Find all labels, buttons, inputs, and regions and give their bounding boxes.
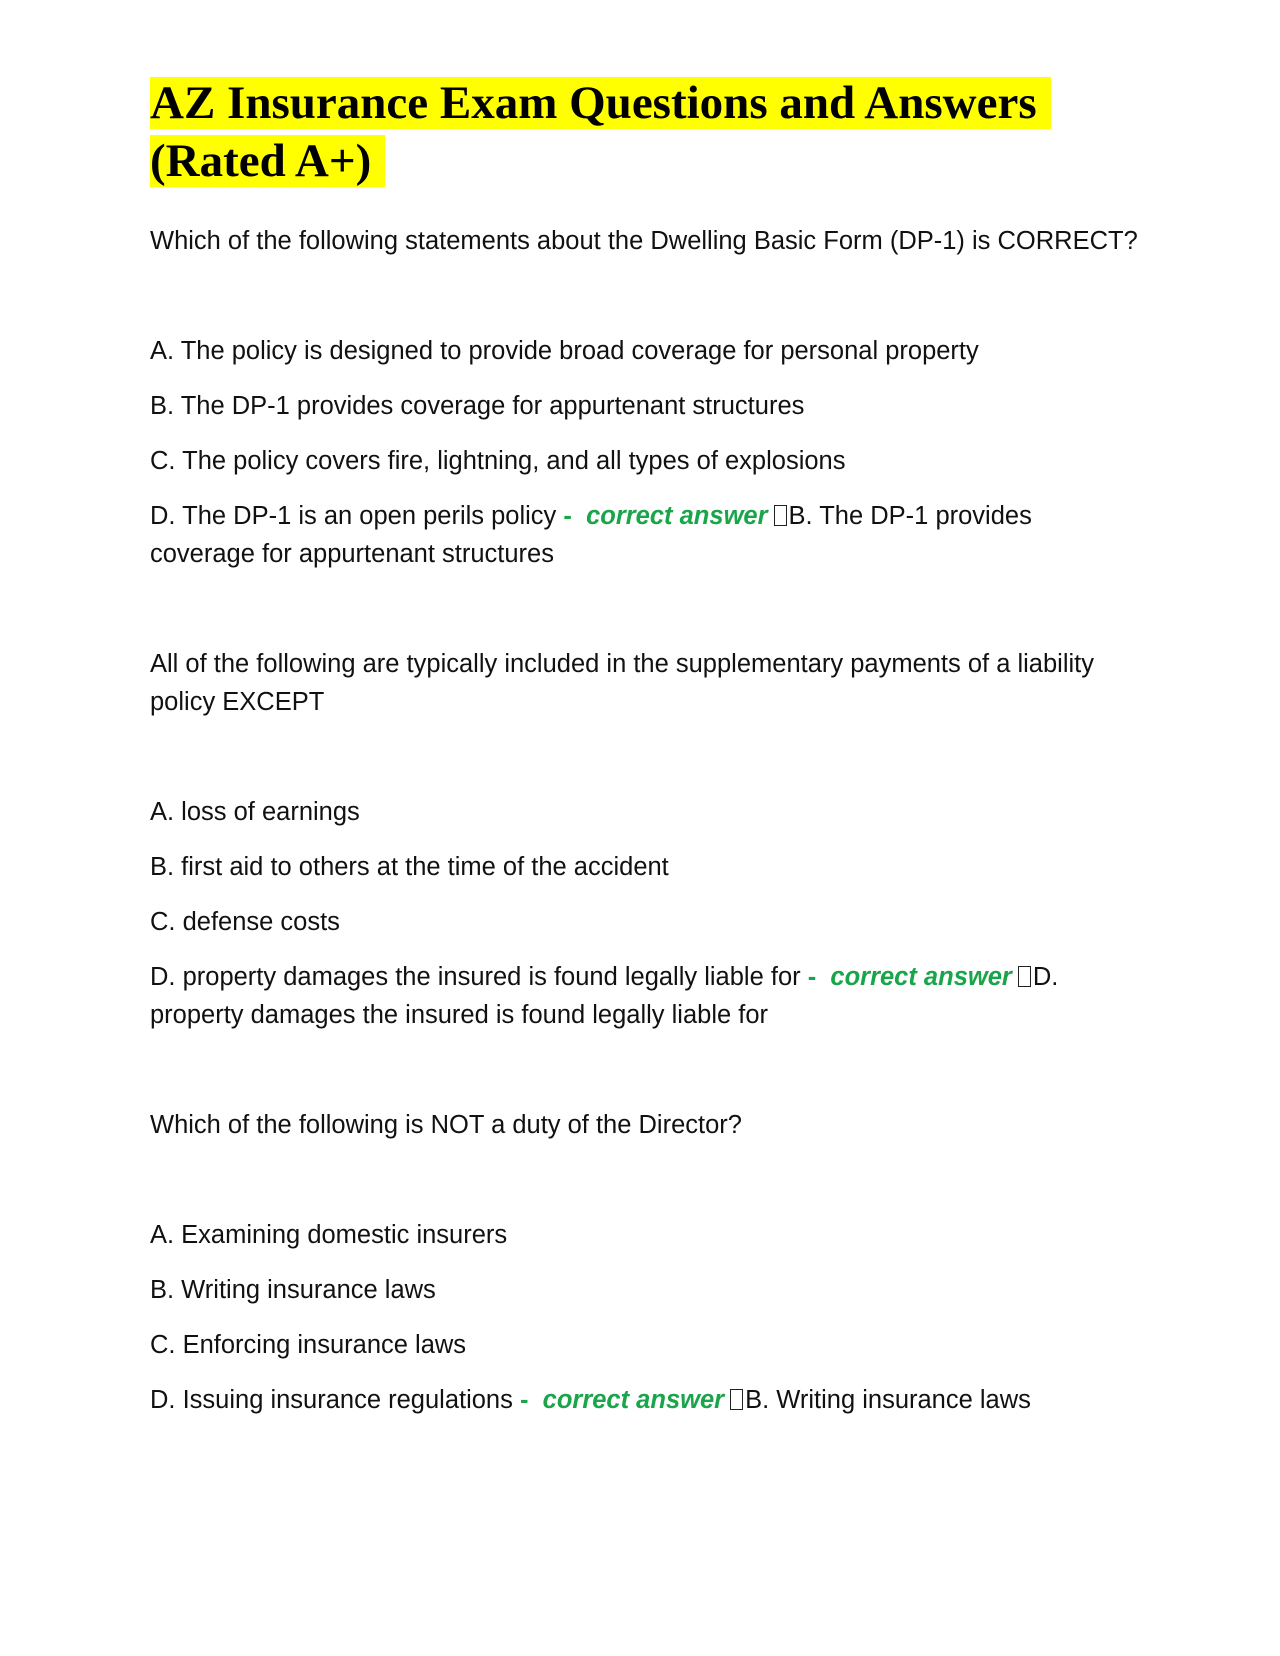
option-a: A. loss of earnings xyxy=(150,798,360,826)
option-d: D. property damages the insured is found legally liable for xyxy=(150,963,801,991)
option-b: B. Writing insurance laws xyxy=(150,1276,436,1304)
option-d-with-answer xyxy=(150,958,1140,1034)
title-line-1: AZ Insurance Exam Questions and Answers xyxy=(150,77,1051,129)
question-block-2 xyxy=(150,645,1140,1034)
correct-answer-label: correct answer xyxy=(830,963,1012,991)
option-c: C. Enforcing insurance laws xyxy=(150,1331,467,1359)
question-block-3 xyxy=(150,1106,1140,1419)
document-title xyxy=(150,74,1140,190)
option-a: A. Examining domestic insurers xyxy=(150,1221,508,1249)
question-text: Which of the following is NOT a duty of the Director? xyxy=(150,1111,742,1139)
title-line-2: (Rated A+) xyxy=(150,135,385,187)
option-c: C. The policy covers fire, lightning, and all types of explosions xyxy=(150,447,846,475)
question-text: All of the following are typically included in the supplementary payments of a liability policy EXCEPT xyxy=(150,650,1094,716)
missing-glyph-box-icon xyxy=(1018,966,1031,987)
answer-text: D. property damages the insured is found legally liable for xyxy=(150,963,1059,1029)
option-d-with-answer xyxy=(150,497,1140,573)
answer-dash: - xyxy=(563,502,572,530)
answer-dash: - xyxy=(807,963,817,991)
correct-answer-label: correct answer xyxy=(542,1386,725,1414)
answer-text: B. The DP-1 provides coverage for appurtenant structures xyxy=(150,502,1032,568)
option-d: D. Issuing insurance regulations xyxy=(150,1386,513,1414)
option-d: D. The DP-1 is an open perils policy xyxy=(150,502,557,530)
correct-answer-label: correct answer xyxy=(586,502,768,530)
question-text: Which of the following statements about the Dwelling Basic Form (DP-1) is CORRECT? xyxy=(150,227,1138,255)
answer-text: B. Writing insurance laws xyxy=(745,1386,1031,1414)
answer-dash: - xyxy=(519,1386,529,1414)
option-d-with-answer xyxy=(150,1381,1140,1419)
option-a: A. The policy is designed to provide broad coverage for personal property xyxy=(150,337,979,365)
option-b: B. The DP-1 provides coverage for appurtenant structures xyxy=(150,392,805,420)
missing-glyph-box-icon xyxy=(774,505,787,526)
option-b: B. first aid to others at the time of the accident xyxy=(150,853,669,881)
missing-glyph-box-icon xyxy=(730,1389,743,1410)
document-page xyxy=(150,74,1140,1419)
question-block-1 xyxy=(150,222,1140,573)
option-c: C. defense costs xyxy=(150,908,340,936)
